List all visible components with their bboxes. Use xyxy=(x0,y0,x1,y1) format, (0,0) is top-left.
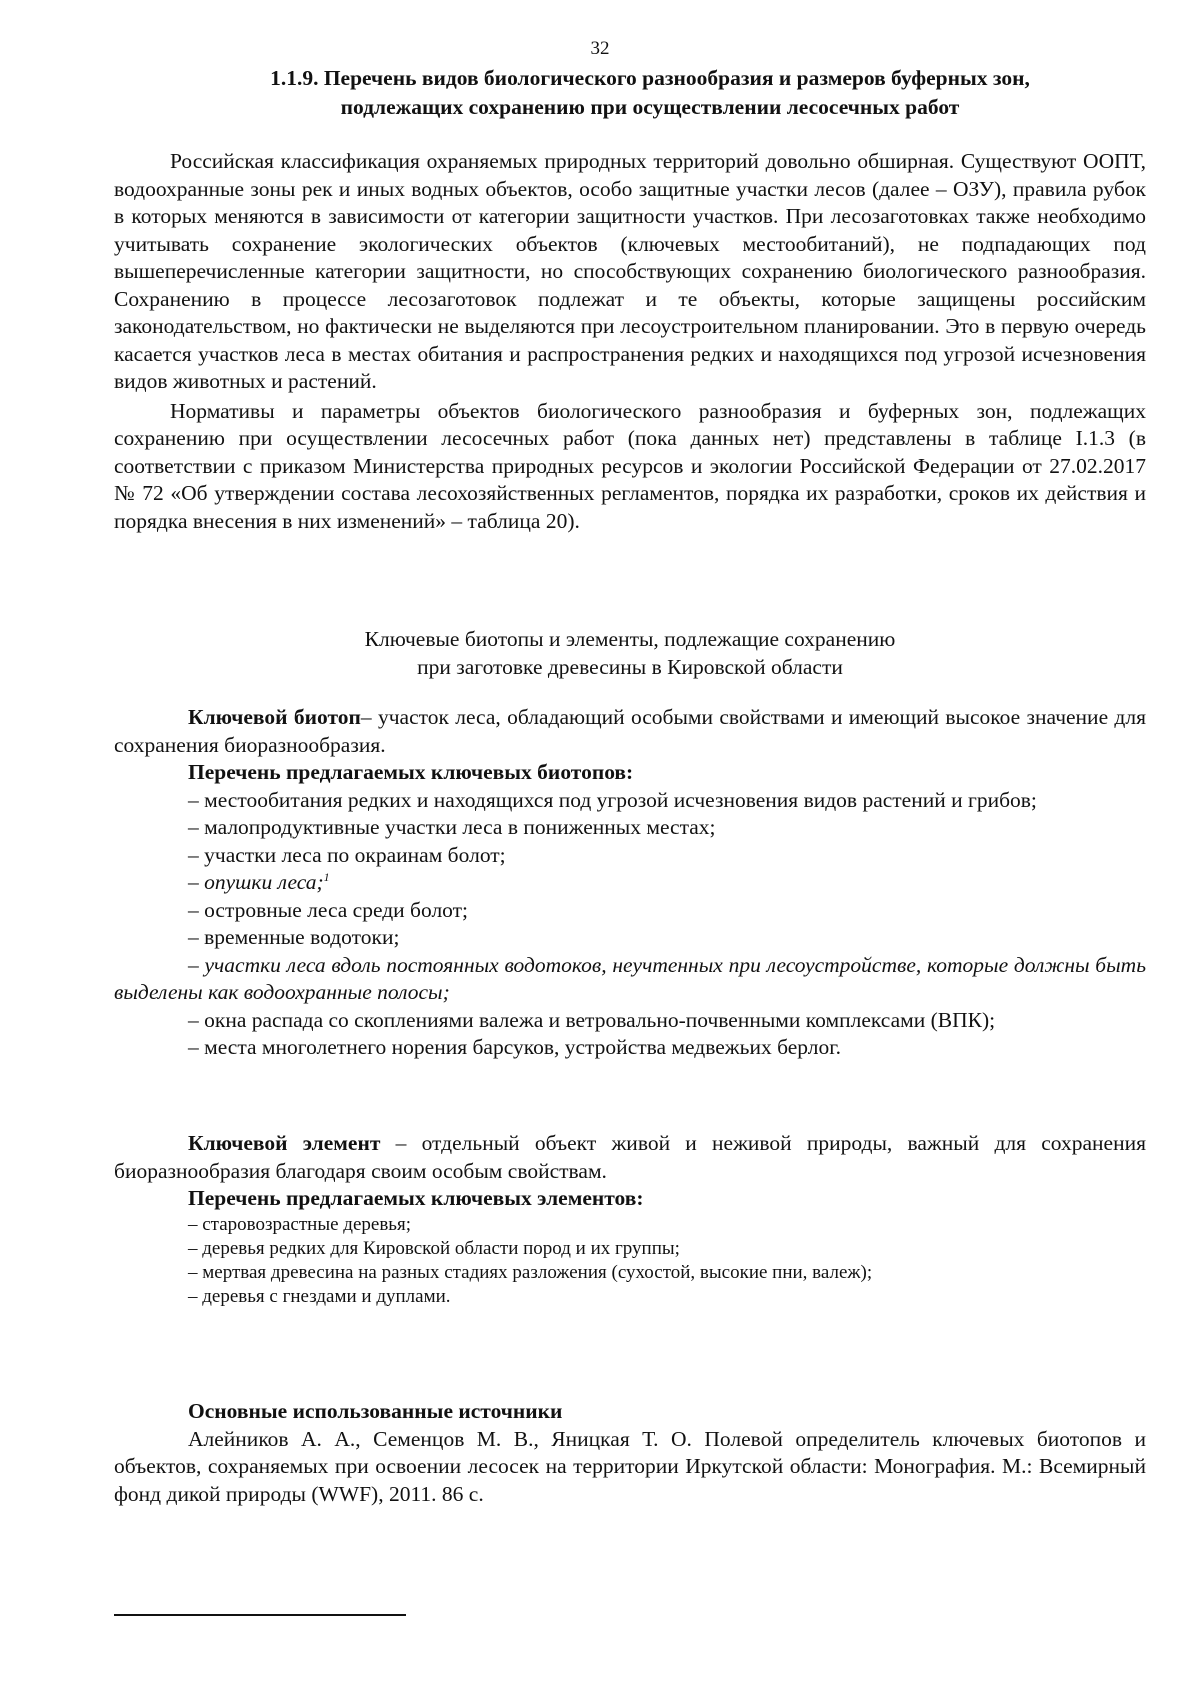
page-number: 32 xyxy=(590,38,610,59)
list-item: – окна распада со скоплениями валежа и ветровально-почвенными комплексами (ВПК); xyxy=(188,1007,996,1032)
list-item: – старовозрастные деревья; xyxy=(188,1213,411,1235)
element-definition-paragraph xyxy=(114,1130,1146,1185)
list-item: – островные леса среди болот; xyxy=(188,897,469,922)
list-item: – деревья редких для Кировской области пород и их группы; xyxy=(188,1237,680,1259)
source-entry: Алейников А. А., Семенцов М. В., Яницкая Т. О. Полевой определитель ключевых биотопов и объектов, сохраняемых при освоении лесосек на территории Иркутской области: Монография. М.: Всемирный фонд дикой природы (WWF), 2011. 86 с. xyxy=(114,1426,1146,1506)
intro-paragraph-1: Российская классификация охраняемых природных территорий довольно обширная. Существуют ООПТ, водоохранные зоны рек и иных водных объектов, особо защитные участки лесов (далее – ОЗУ), правила рубок в которых меняются в зависимости от категории защитности участков. При лесозаготовках также необходимо учитывать сохранение экологических объектов (ключевых местообитаний), не подпадающих под вышеперечисленные категории защитности, но способствующих сохранению биологического разнообразия. Сохранению в процессе лесозаготовок подлежат и те объекты, которые защищены российским законодательством, но фактически не выделяются при лесоустроительном планировании. Это в первую очередь касается участков леса в местах обитания и распространения редких и находящихся под угрозой исчезновения видов животных и растений. xyxy=(114,149,1146,393)
intro-section xyxy=(114,148,1146,535)
sources-section xyxy=(114,1398,1146,1508)
biotope-term: Ключевой биотоп xyxy=(188,705,361,729)
list-item: – малопродуктивные участки леса в пониженных местах; xyxy=(188,815,716,839)
list-item-with-footnote xyxy=(114,869,1146,897)
list-item: – местообитания редких и находящихся под угрозой исчезновения видов растений и грибов; xyxy=(188,787,1037,812)
list-item: – места многолетнего норения барсуков, устройства медвежьих берлог. xyxy=(188,1035,841,1059)
footnote-separator xyxy=(114,1614,406,1616)
biotope-definition: – участок леса, обладающий особыми свойствами и имеющий высокое значение для сохранения биоразнообразия. xyxy=(114,705,1146,757)
section-title-line-2: подлежащих сохранению при осуществлении лесосечных работ xyxy=(340,95,960,119)
element-definition: – отдельный объект живой и неживой природы, важный для сохранения биоразнообразия благодаря своим особым свойствам. xyxy=(114,1131,1146,1183)
list-item: – участки леса вдоль постоянных водотоков, неучтенных при лесоустройстве, которые должны быть выделены как водоохранные полосы; xyxy=(114,952,1146,1004)
subtitle-line-1: Ключевые биотопы и элементы, подлежащие сохранению xyxy=(364,627,896,651)
list-item: – участки леса по окраинам болот; xyxy=(188,842,506,867)
list-item: – мертвая древесина на разных стадиях разложения (сухостой, высокие пни, валеж); xyxy=(188,1261,873,1283)
elements-section xyxy=(114,1130,1146,1309)
biotope-definition-paragraph xyxy=(114,704,1146,759)
footnote-marker: 1 xyxy=(323,869,330,884)
biotopes-section xyxy=(114,704,1146,1062)
elements-list-heading: Перечень предлагаемых ключевых элементов: xyxy=(188,1186,644,1210)
section-title xyxy=(170,64,1130,122)
biotopes-list-heading: Перечень предлагаемых ключевых биотопов: xyxy=(188,760,634,784)
element-term: Ключевой элемент xyxy=(188,1131,381,1155)
sources-heading: Основные использованные источники xyxy=(188,1399,563,1423)
subtitle-line-2: при заготовке древесины в Кировской области xyxy=(417,655,843,679)
subtitle xyxy=(114,625,1146,681)
elements-list xyxy=(114,1213,1146,1309)
section-title-line-1: 1.1.9. Перечень видов биологического разнообразия и размеров буферных зон, xyxy=(270,66,1030,90)
list-item-text: – опушки леса; xyxy=(188,870,324,894)
list-item: – временные водотоки; xyxy=(188,925,400,949)
intro-paragraph-2: Нормативы и параметры объектов биологического разнообразия и буферных зон, подлежащих сохранению при осуществлении лесосечных работ (пока данных нет) представлены в таблице I.1.3 (в соответствии с приказом Министерства природных ресурсов и экологии Российской Федерации от 27.02.2017 № 72 «Об утверждении состава лесохозяйственных регламентов, порядка их разработки, сроков их действия и порядка внесения в них изменений» – таблица 20). xyxy=(114,398,1146,533)
list-item: – деревья с гнездами и дуплами. xyxy=(188,1285,451,1307)
